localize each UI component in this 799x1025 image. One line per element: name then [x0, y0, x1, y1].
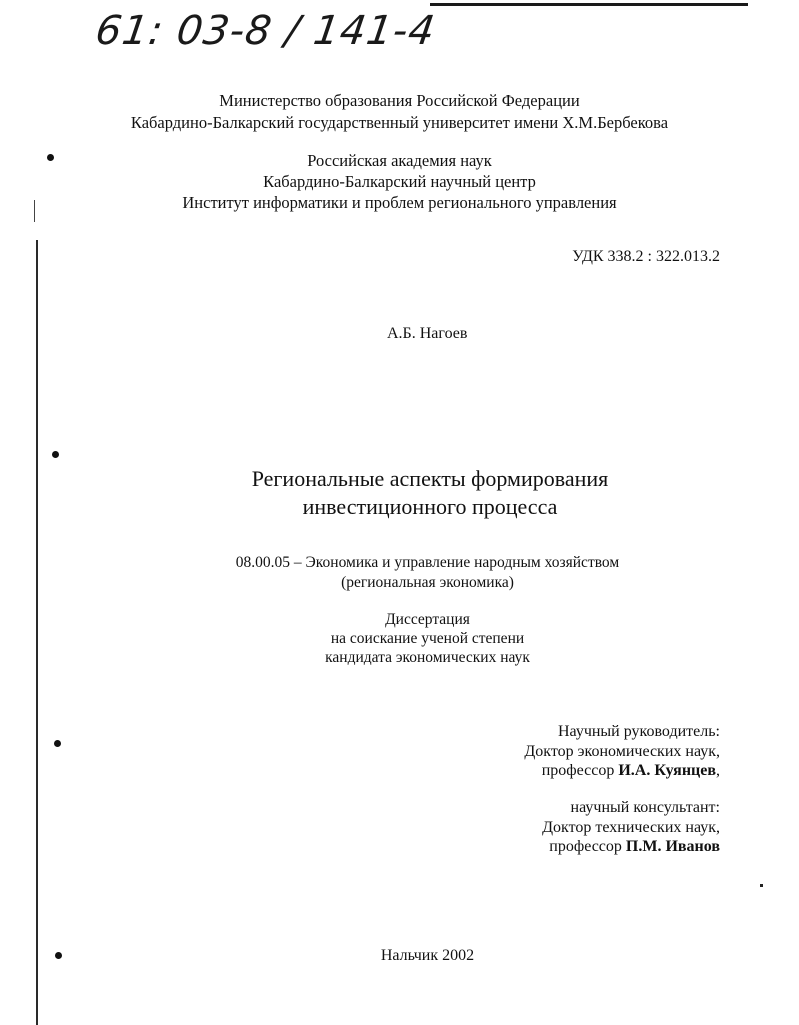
ministry-header: [0, 90, 799, 134]
title-line-1: Региональные аспекты формирования: [251, 466, 609, 491]
research-center-name: Кабардино-Балкарский научный центр: [263, 172, 536, 191]
institute-name: Институт информатики и проблем регионального управления: [182, 193, 617, 212]
udk-code: УДК 338.2 : 322.013.2: [572, 248, 720, 265]
supervisor-name: И.А. Куянцев: [618, 762, 716, 779]
author-name: А.Б. Нагоев: [387, 325, 468, 342]
specialty: [0, 553, 799, 593]
degree-statement: [0, 610, 799, 667]
consultant-name: П.М. Иванов: [625, 838, 720, 855]
scan-edge-top: [430, 3, 748, 6]
supervisor-line: [524, 761, 720, 781]
scan-speck: [760, 884, 763, 887]
consultant-degree: Доктор технических наук,: [542, 818, 720, 836]
degree-name: кандидата экономических наук: [325, 649, 530, 666]
supervisor-block: [524, 722, 720, 781]
consultant-title: профессор: [549, 838, 622, 855]
specialty-code: 08.00.05 – Экономика и управление народным хозяйством: [235, 554, 620, 571]
university-name: Кабардино-Балкарский государственный университет имени Х.М.Бербекова: [130, 113, 669, 132]
consultant-block: [542, 798, 720, 857]
ministry-name: Министерство образования Российской Федерации: [219, 91, 580, 110]
consultant-role: научный консультант:: [570, 799, 720, 816]
city-year: Нальчик 2002: [380, 947, 475, 964]
supervisor-degree: Доктор экономических наук,: [524, 742, 720, 760]
academy-header: [0, 150, 799, 213]
specialty-subfield: (региональная экономика): [341, 574, 514, 591]
title-line-2: инвестиционного процесса: [302, 494, 558, 519]
binding-hole-dot: [54, 740, 61, 747]
dissertation-title: [0, 465, 799, 521]
binding-hole-dot: [52, 451, 59, 458]
consultant-line: [542, 837, 720, 857]
supervisor-comma: ,: [716, 762, 720, 779]
supervisor-title: профессор: [541, 762, 615, 779]
city-year-footer: [0, 946, 799, 966]
supervisor-role: Научный руководитель:: [557, 723, 720, 740]
academy-name: Российская академия наук: [307, 151, 492, 170]
dissertation-label: Диссертация: [385, 611, 470, 628]
degree-purpose: на соискание ученой степени: [330, 630, 525, 647]
handwritten-archive-code: 61: 03-8 / 141-4: [92, 8, 439, 54]
